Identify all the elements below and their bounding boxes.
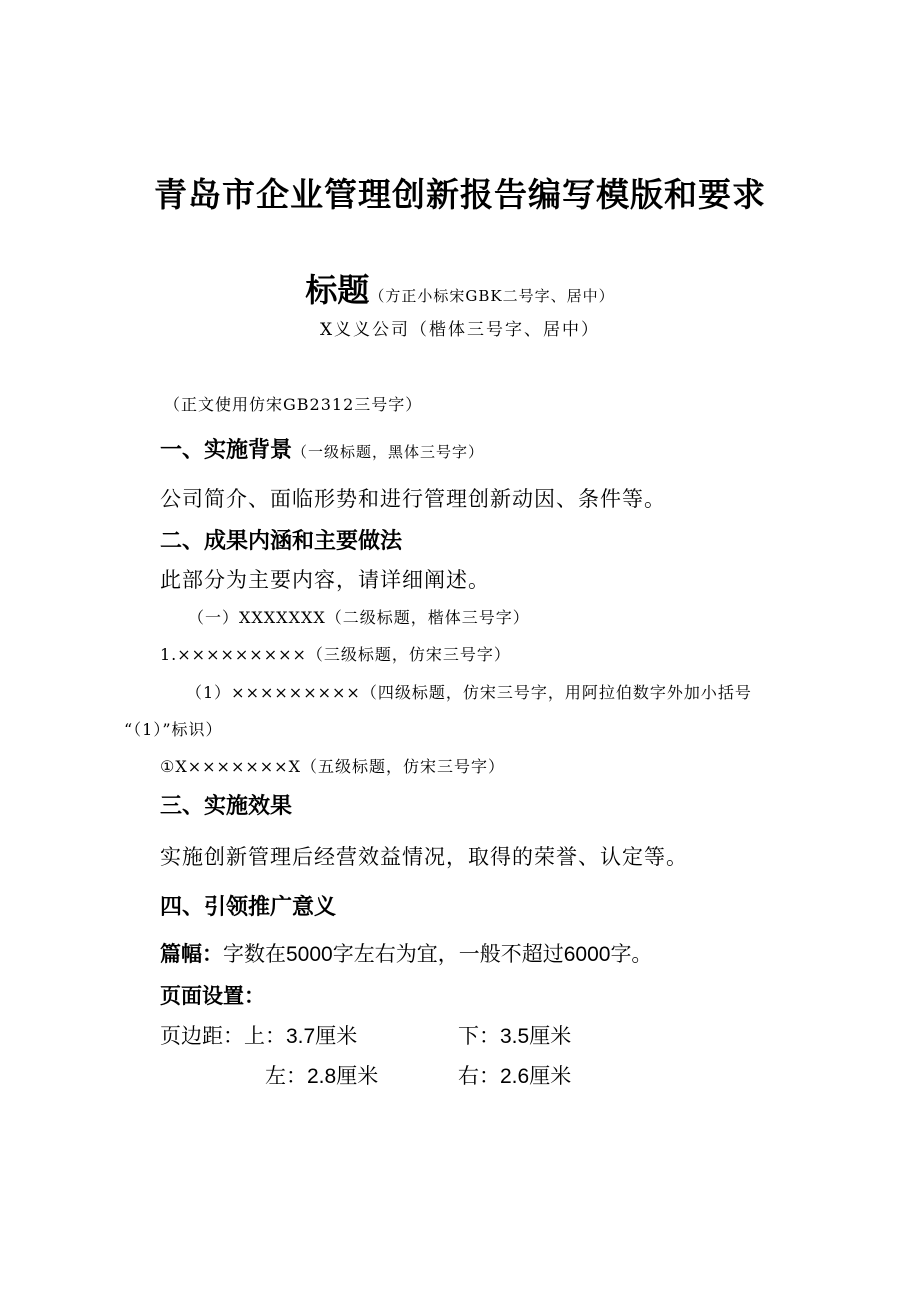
margin-right-label: 右： — [458, 1064, 500, 1088]
page-setup-label: 页面设置： — [160, 984, 265, 1008]
section-2-text: 此部分为主要内容，请详细阐述。 — [160, 568, 490, 592]
length-requirement — [160, 944, 652, 965]
margin-bottom-label: 下： — [458, 1024, 500, 1048]
length-label: 篇幅： — [160, 942, 223, 966]
title-line — [0, 271, 920, 309]
margin-left — [265, 1066, 378, 1087]
section-1-text: 公司简介、面临形势和进行管理创新动因、条件等。 — [160, 487, 666, 511]
margin-bottom-unit: 厘米 — [529, 1024, 572, 1048]
section-1-title: 一、实施背景 — [160, 438, 293, 463]
margin-label: 页边距： — [160, 1024, 244, 1048]
margin-left-value: 2.8 — [307, 1065, 337, 1088]
section-3-title: 三、实施效果 — [160, 794, 293, 819]
length-min-value: 5000 — [286, 943, 333, 966]
length-max-value: 6000 — [563, 943, 611, 966]
margin-left-label: 左： — [265, 1064, 307, 1088]
document-main-title: 青岛市企业管理创新报告编写模版和要求 — [154, 175, 766, 214]
company-line: X义义公司（楷体三号字、居中） — [319, 320, 601, 340]
level-4-heading-sample-continued: “（1）”标识） — [124, 720, 223, 739]
section-4-title: 四、引领推广意义 — [160, 895, 337, 920]
level-5-heading-sample: ①X×××××××X（五级标题，仿宋三号字） — [160, 757, 505, 776]
margin-right-unit: 厘米 — [529, 1064, 572, 1088]
section-2-title: 二、成果内涵和主要做法 — [160, 529, 403, 554]
title-label: 标题 — [305, 271, 370, 309]
margin-right-value: 2.6 — [500, 1065, 530, 1088]
body-format-note: （正文使用仿宋GB2312三号字） — [164, 395, 423, 414]
length-text-mid: 字左右为宜，一般不超过 — [332, 942, 564, 966]
level-4-heading-sample: （1）×××××××××（四级标题，仿宋三号字，用阿拉伯数字外加小括号 — [186, 683, 752, 702]
level-3-heading-sample: 1.×××××××××（三级标题，仿宋三号字） — [160, 645, 511, 664]
length-text-post: 字。 — [610, 942, 653, 966]
title-format-note: （方正小标宋GBK二号字、居中） — [369, 287, 615, 305]
margin-bottom — [458, 1026, 571, 1047]
margin-top — [160, 1026, 357, 1047]
section-3-text: 实施创新管理后经营效益情况，取得的荣誉、认定等。 — [160, 845, 688, 869]
level-2-heading-sample: （一）XXXXXXX（二级标题，楷体三号字） — [188, 608, 530, 627]
margin-top-unit: 厘米 — [315, 1024, 358, 1048]
margin-top-label: 上： — [244, 1024, 286, 1048]
margin-bottom-value: 3.5 — [500, 1025, 530, 1048]
section-1-format-note: （一级标题，黑体三号字） — [292, 443, 485, 461]
section-1-heading — [160, 440, 484, 462]
length-text-pre: 字数在 — [223, 942, 286, 966]
margin-top-value: 3.7 — [286, 1025, 316, 1048]
margin-left-unit: 厘米 — [336, 1064, 379, 1088]
margin-right — [458, 1066, 571, 1087]
